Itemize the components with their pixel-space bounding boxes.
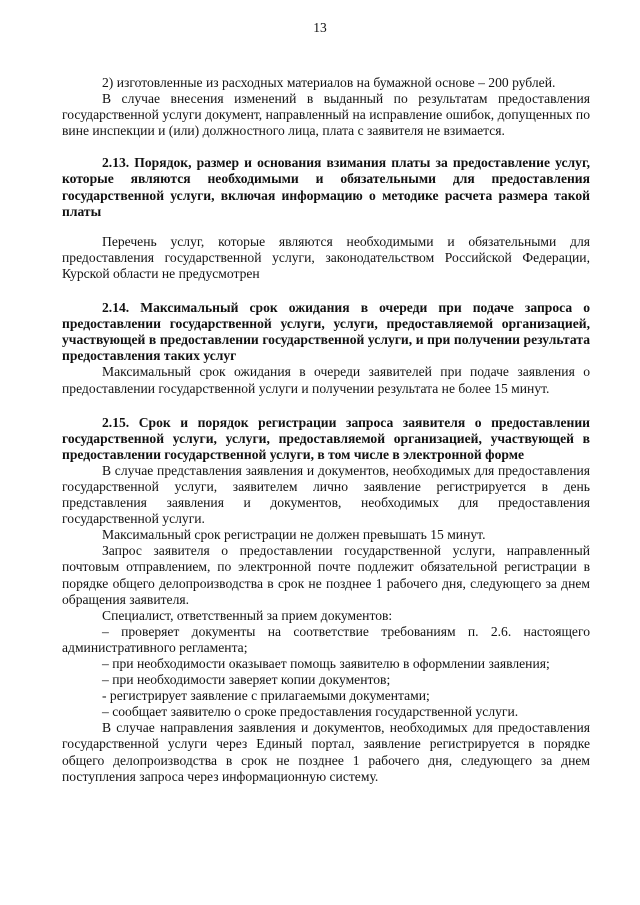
paragraph: 2) изготовленные из расходных материалов на бумажной основе – 200 рублей.: [102, 75, 556, 90]
paragraph: Запрос заявителя о предоставлении государственной услуги, направленный почтовым отправлением, по электронной почте подлежит обязательной регистрации в порядке общего делопроизводства в срок не позднее 1 рабочего дня, следующего за днем обращения заявителя.: [62, 543, 590, 607]
paragraph: В случае представления заявления и документов, необходимых для предоставления государственной услуги, заявителем лично заявление регистрируется в день представления заявления и документов, необходимых для предоставления государственной услуги.: [62, 462, 590, 527]
paragraph: Специалист, ответственный за прием документов:: [102, 607, 393, 623]
list-item: – при необходимости оказывает помощь заявителю в оформлении заявления;: [102, 656, 550, 671]
section-heading-2-13: 2.13. Порядок, размер и основания взимания платы за предоставление услуг, которые являются необходимыми и обязательными для предоставления государственной услуги, включая информацию о методике расчета размера такой платы: [62, 155, 590, 219]
list-item: – проверяет документы на соответствие требованиям п. 2.6. настоящего административного регламента;: [62, 623, 590, 655]
section-heading-2-15: 2.15. Срок и порядок регистрации запроса заявителя о предоставлении государственной услуги, услуги, предоставляемой организацией, участвующей в предоставлении государственной услуги, в том числе в электронной форме: [62, 414, 590, 462]
document-body: [62, 75, 590, 785]
paragraph: В случае направления заявления и документов, необходимых для предоставления государственной услуги через Единый портал, заявление регистрируется в порядке общего делопроизводства в срок не позднее 1 рабочего дня, следующего за днем поступления запроса через информационную систему.: [62, 720, 590, 784]
section-heading-2-14: 2.14. Максимальный срок ожидания в очереди при подаче запроса о предоставлении государственной услуги, услуги, предоставляемой организацией, участвующей в предоставлении государственной услуги, и при получении результата предоставления таких услуг: [62, 300, 590, 364]
paragraph: В случае внесения изменений в выданный по результатам предоставления государственной услуги документ, направленный на исправление ошибок, допущенных по вине инспекции и (или) должностного лица, плата с заявителя не взимается.: [62, 91, 590, 139]
paragraph: Перечень услуг, которые являются необходимыми и обязательными для предоставления государственной услуги, законодательством Российской Федерации, Курской области не предусмотрен: [62, 233, 590, 281]
paragraph: Максимальный срок ожидания в очереди заявителей при подаче заявления о предоставлении государственной услуги и получении результата не более 15 минут.: [62, 364, 590, 396]
paragraph: Максимальный срок регистрации не должен превышать 15 минут.: [102, 527, 486, 543]
list-item: – при необходимости заверяет копии документов;: [102, 672, 391, 688]
page-number: 13: [313, 20, 327, 35]
list-item: – сообщает заявителю о сроке предоставления государственной услуги.: [102, 704, 519, 720]
list-item: - регистрирует заявление с прилагаемыми документами;: [102, 688, 430, 704]
